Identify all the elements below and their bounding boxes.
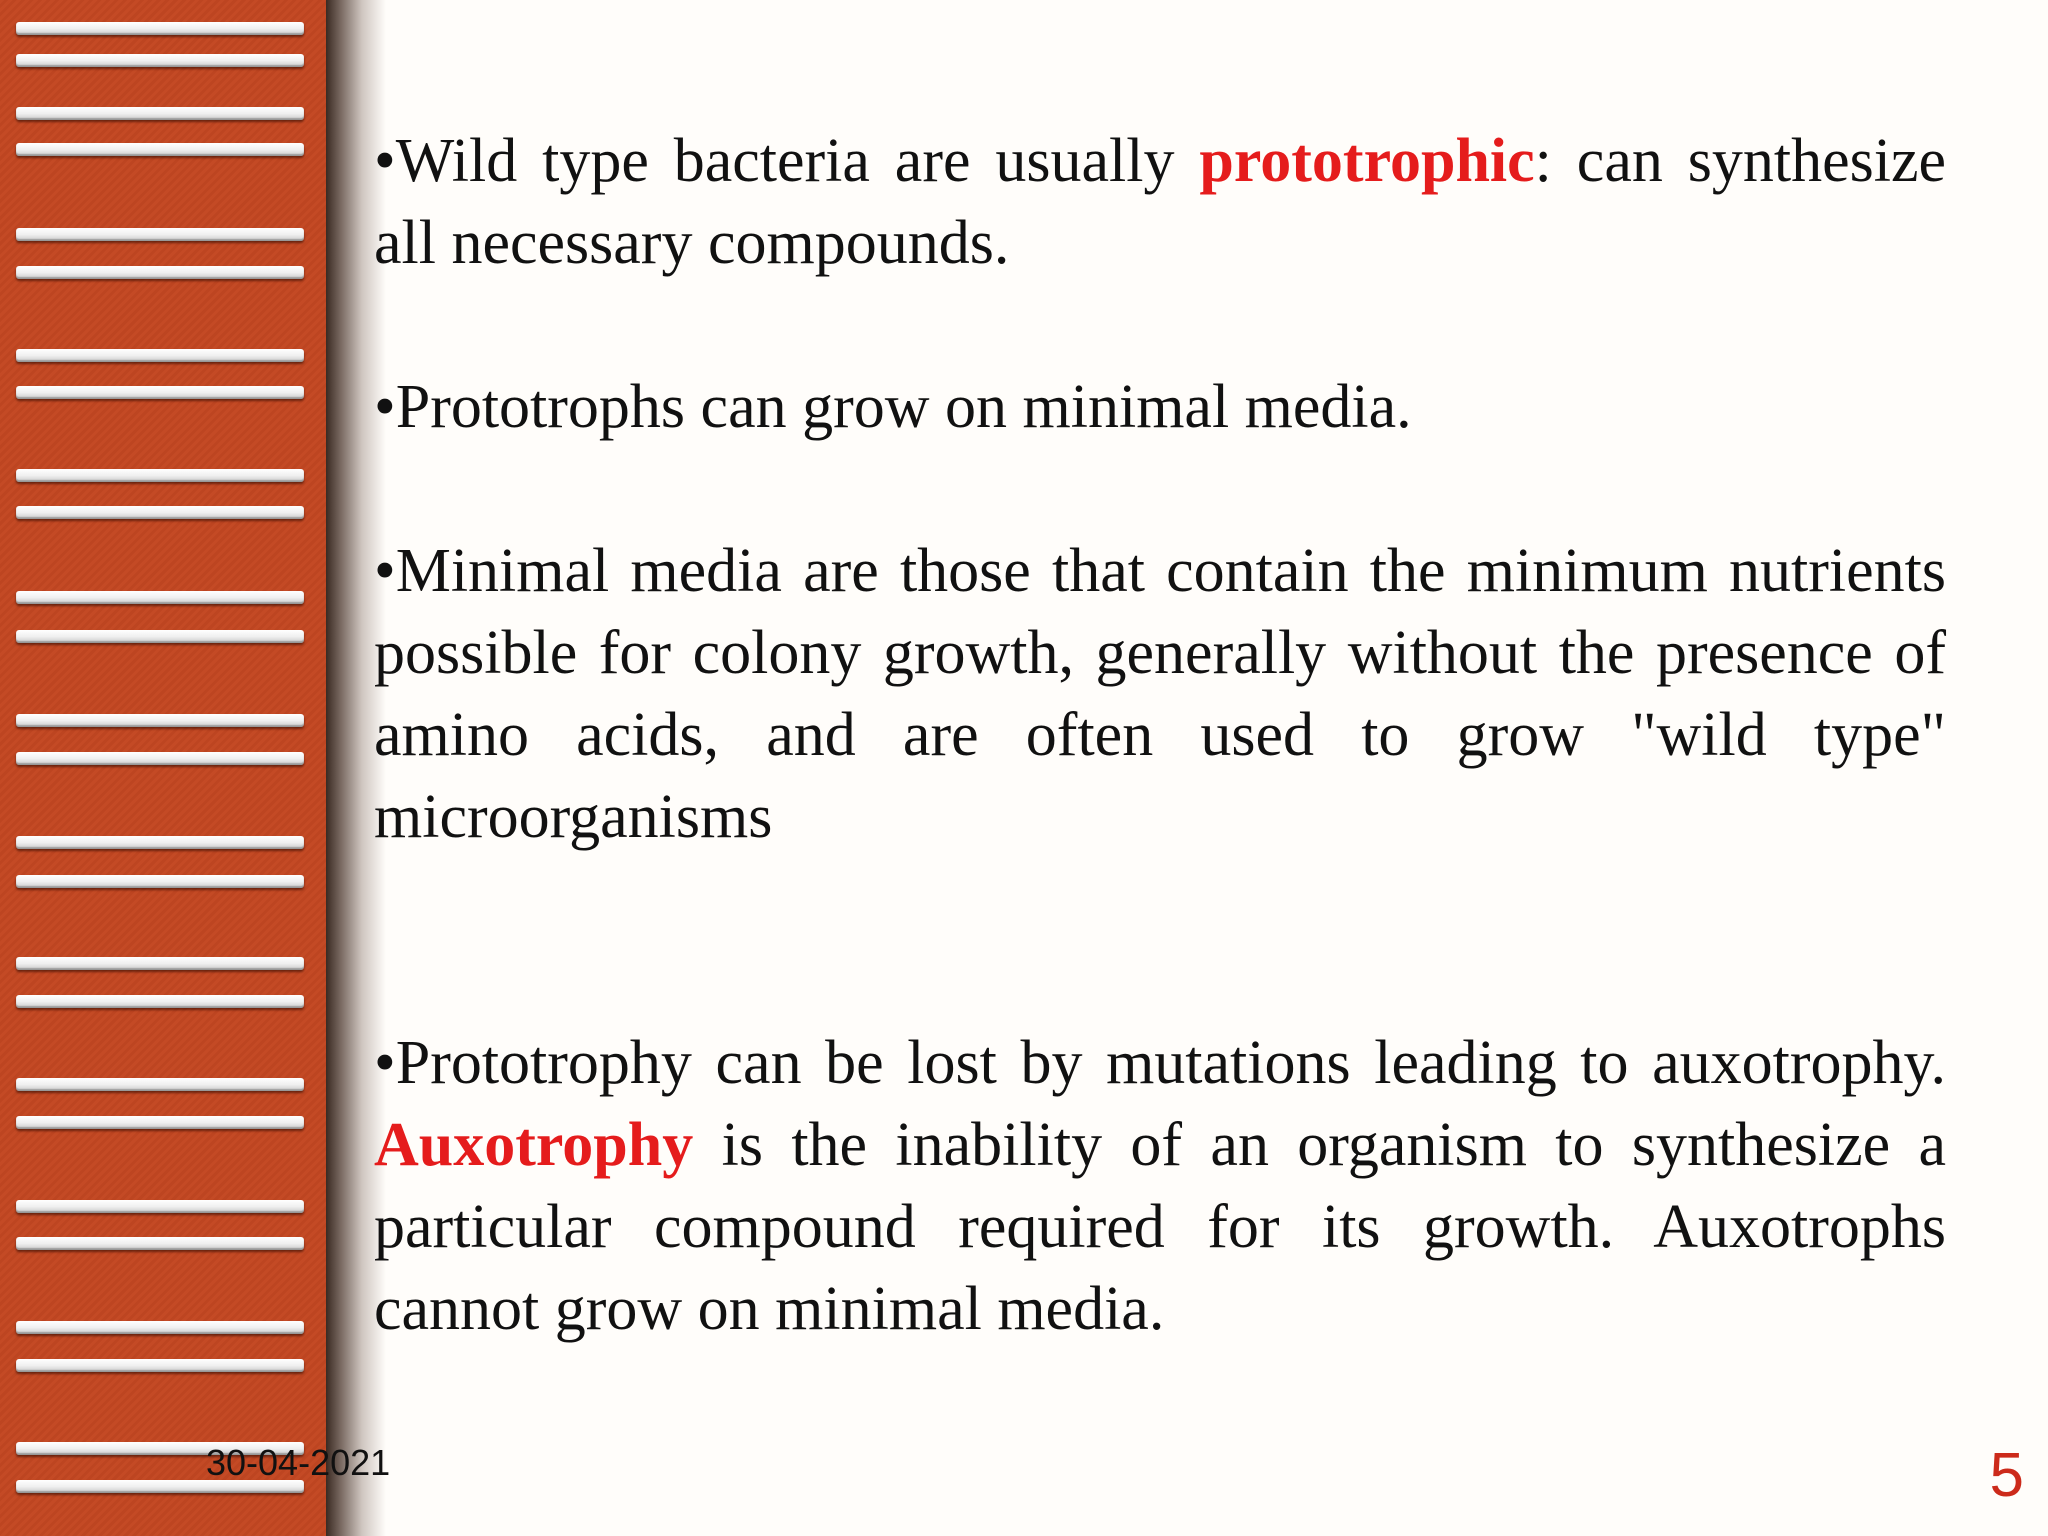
sidebar-stripe bbox=[16, 1078, 304, 1091]
sidebar-stripe bbox=[16, 22, 304, 35]
sidebar-stripe bbox=[16, 349, 304, 362]
slide-date: 30-04-2021 bbox=[206, 1442, 391, 1483]
paragraph-text: is the inability of an organism to synthesize a particular compound required for its growth. Auxotrophs cannot grow on minimal media. bbox=[374, 1111, 1946, 1343]
sidebar-stripe bbox=[16, 266, 304, 279]
paragraph-text: •Prototrophy can be lost by mutations leading to auxotrophy. bbox=[374, 1029, 1993, 1097]
sidebar-stripe bbox=[16, 714, 304, 727]
paragraph-prototrophic bbox=[374, 120, 1946, 284]
sidebar-stripe bbox=[16, 1321, 304, 1334]
page-number: 5 bbox=[1989, 1441, 2024, 1510]
sidebar-stripe bbox=[16, 591, 304, 604]
highlight-term-auxotrophy: Auxotrophy bbox=[374, 1111, 694, 1179]
sidebar-stripe bbox=[16, 386, 304, 399]
sidebar-stripe bbox=[16, 630, 304, 643]
paragraph-auxotrophy bbox=[374, 1022, 1993, 1350]
sidebar-stripe bbox=[16, 506, 304, 519]
paragraph-minimal-media: •Minimal media are those that contain the minimum nutrients possible for colony growth, generally without the presence of amino acids, and are often used to grow "wild type" microorganisms bbox=[374, 537, 1946, 851]
sidebar-stripe bbox=[16, 143, 304, 156]
sidebar-stripe bbox=[16, 107, 304, 120]
sidebar-stripe bbox=[16, 1200, 304, 1213]
sidebar-stripe bbox=[16, 1237, 304, 1250]
sidebar-stripe bbox=[16, 228, 304, 241]
paragraph-prototrophs: •Prototrophs can grow on minimal media. bbox=[374, 373, 1412, 441]
slide-body bbox=[374, 120, 1993, 1350]
sidebar-stripe bbox=[16, 957, 304, 970]
paragraph-text: •Wild type bacteria are usually bbox=[374, 127, 1200, 195]
sidebar-stripe bbox=[16, 875, 304, 888]
sidebar-stripe bbox=[16, 752, 304, 765]
sidebar-stripe bbox=[16, 54, 304, 67]
decorative-sidebar bbox=[0, 0, 326, 1536]
paragraph-text: : can synthesize all necessary compounds. bbox=[374, 127, 1946, 277]
highlight-term-prototrophic: prototrophic bbox=[1199, 127, 1535, 195]
sidebar-stripe bbox=[16, 836, 304, 849]
sidebar-stripe bbox=[16, 1359, 304, 1372]
sidebar-stripe bbox=[16, 1116, 304, 1129]
sidebar-stripe bbox=[16, 995, 304, 1008]
sidebar-stripe bbox=[16, 469, 304, 482]
